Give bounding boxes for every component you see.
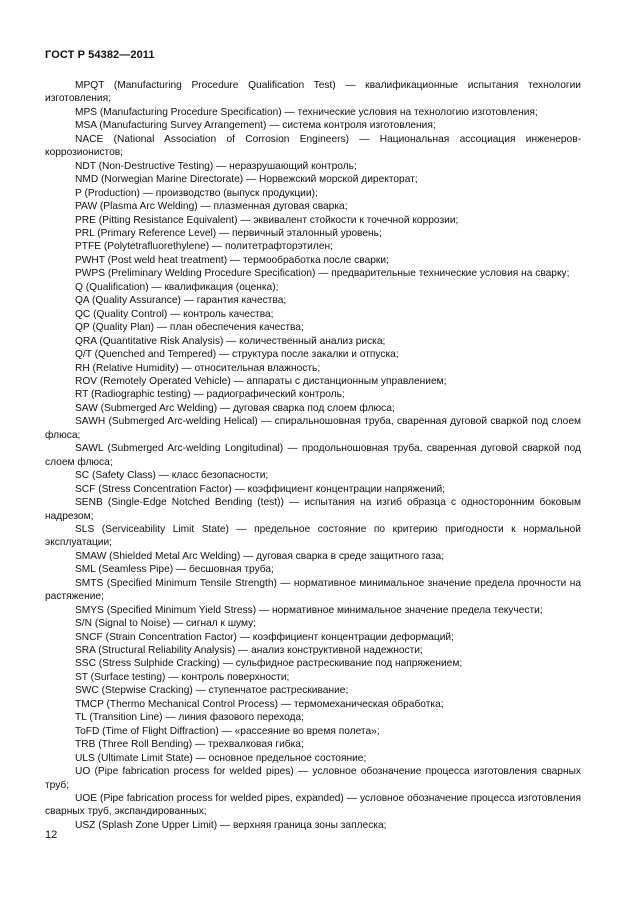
abbreviation-entry: S/N (Signal to Noise) — сигнал к шуму; (75, 618, 257, 630)
abbreviation-entry: SC (Safety Class) — класс безопасности; (75, 470, 269, 482)
abbreviation-entry: SWC (Stepwise Cracking) — ступенчатое растрескивание; (75, 685, 349, 697)
abbreviation-entry: PRL (Primary Reference Level) — первичный эталонный уровень; (75, 227, 382, 239)
abbreviation-entry: NDT (Non-Destructive Testing) — неразрушающий контроль; (75, 160, 357, 172)
abbreviation-entry: PWHT (Post weld heat treatment) — термообработка после сварки; (75, 254, 389, 266)
document-header: ГОСТ Р 54382—2011 (45, 49, 155, 61)
abbreviation-entry: MPQT (Manufacturing Procedure Qualification Test) — квалификационные испытания технологии изготовления; (45, 80, 581, 105)
abbreviation-entry: QC (Quality Control) — контроль качества; (75, 308, 274, 320)
abbreviation-entry: SNCF (Strain Concentration Factor) — коэффициент концентрации деформаций; (75, 631, 454, 643)
page-number: 12 (45, 829, 58, 841)
abbreviation-entry: RH (Relative Humidity) — относительная влажность; (75, 362, 321, 374)
abbreviation-entry: SMAW (Shielded Metal Arc Welding) — дуговая сварка в среде защитного газа; (75, 550, 445, 562)
abbreviation-entry: QA (Quality Assurance) — гарантия качества; (75, 295, 287, 307)
abbreviation-entry: PAW (Plasma Arc Welding) — плазменная дуговая сварка; (75, 201, 348, 213)
abbreviation-entry: QRA (Quantitative Risk Analysis) — количественный анализ риска; (75, 335, 386, 347)
abbreviation-entry: NMD (Norwegian Marine Directorate) — Норвежский морской директорат; (75, 174, 418, 186)
abbreviation-entry: QP (Quality Plan) — план обеспечения качества; (75, 322, 304, 334)
abbreviation-entry: Q (Qualification) — квалификация (оценка); (75, 281, 279, 293)
abbreviation-entry: SRA (Structural Reliability Analysis) — анализ конструктивной надежности; (75, 645, 423, 657)
abbreviation-entry: ROV (Remotely Operated Vehicle) — аппараты с дистанционным управлением; (75, 375, 447, 387)
abbreviation-entry: SSC (Stress Sulphide Cracking) — сульфидное растрескивание под напряжением; (75, 658, 463, 670)
abbreviation-entry: MSA (Manufacturing Survey Arrangement) — система контроля изготовления; (75, 120, 436, 132)
abbreviation-entry: SLS (Serviceability Limit State) — предельное состояние по критерию пригодности к нормальной эксплуатации; (45, 523, 581, 549)
abbreviation-entry: UOE (Pipe fabrication process for welded pipes, expanded) — условное обозначение процесса изготовления сварных труб, экспандированных; (45, 793, 581, 818)
abbreviation-entry: ST (Surface testing) — контроль поверхности; (75, 671, 290, 683)
abbreviation-entry: SMYS (Specified Minimum Yield Stress) — нормативное минимальное значение предела текучести; (75, 604, 543, 616)
abbreviation-entry: Q/T (Quenched and Tempered) — структура после закалки и отпуска; (75, 349, 399, 361)
abbreviation-entry: SCF (Stress Concentration Factor) — коэффициент концентрации напряжений; (75, 483, 445, 495)
abbreviation-entry: SAW (Submerged Arc Welding) — дуговая сварка под слоем флюса; (75, 402, 395, 414)
abbreviation-entry: SAWL (Submerged Arc-welding Longitudinal) — продольношовная труба, сваренная дуговой сваркой под слоем флюса; (45, 443, 581, 468)
abbreviation-entry: SMTS (Specified Minimum Tensile Strength) — нормативное минимальное значение предела прочности на растяжение; (45, 577, 581, 603)
abbreviation-entry: ULS (Ultimate Limit State) — основное предельное состояние; (75, 752, 367, 764)
abbreviation-entry: PWPS (Preliminary Welding Procedure Specification) — предварительные технические условия на сварку; (75, 268, 570, 280)
abbreviation-entry: ToFD (Time of Flight Diffraction) — «рассеяние во время полета»; (75, 725, 380, 737)
abbreviation-entry: MPS (Manufacturing Procedure Specification) — технические условия на технологию изготовления; (75, 106, 538, 118)
abbreviation-entry: P (Production) — производство (выпуск продукции); (75, 187, 318, 199)
abbreviation-entry: TL (Transition Line) — линия фазового перехода; (75, 712, 304, 724)
abbreviation-entry: PTFE (Polytetrafluorethylene) — политетрафторэтилен; (75, 241, 333, 253)
abbreviation-entry: TRB (Three Roll Bending) — трехвалковая гибка; (75, 739, 304, 751)
abbreviation-entry: SML (Seamless Pipe) — бесшовная труба; (75, 564, 274, 576)
abbreviation-entry: NACE (National Association of Corrosion Engineers) — Национальная ассоциация инженеров-коррозионистов; (45, 133, 581, 159)
abbreviation-entry: PRE (Pitting Resistance Equivalent) — эквивалент стойкости к точечной коррозии; (75, 214, 459, 226)
abbreviation-entry: UO (Pipe fabrication process for welded pipes) — условное обозначение процесса изготовления сварных труб; (45, 766, 581, 791)
abbreviation-entry: USZ (Splash Zone Upper Limit) — верхняя граница зоны заплеска; (75, 819, 387, 831)
abbreviation-entry: TMCP (Thermo Mechanical Control Process) — термомеханическая обработка; (75, 698, 444, 710)
abbreviation-entry: SAWH (Submerged Arc-welding Helical) — спиральношовная труба, сваренная дуговой сваркой под слоем флюса; (45, 416, 581, 441)
abbreviations-list (45, 79, 581, 832)
abbreviation-entry: SENB (Single-Edge Notched Bending (test)) — испытания на изгиб образца с односторонним боковым надрезом; (45, 497, 581, 522)
abbreviation-entry: RT (Radiographic testing) — радиографический контроль; (75, 389, 345, 401)
